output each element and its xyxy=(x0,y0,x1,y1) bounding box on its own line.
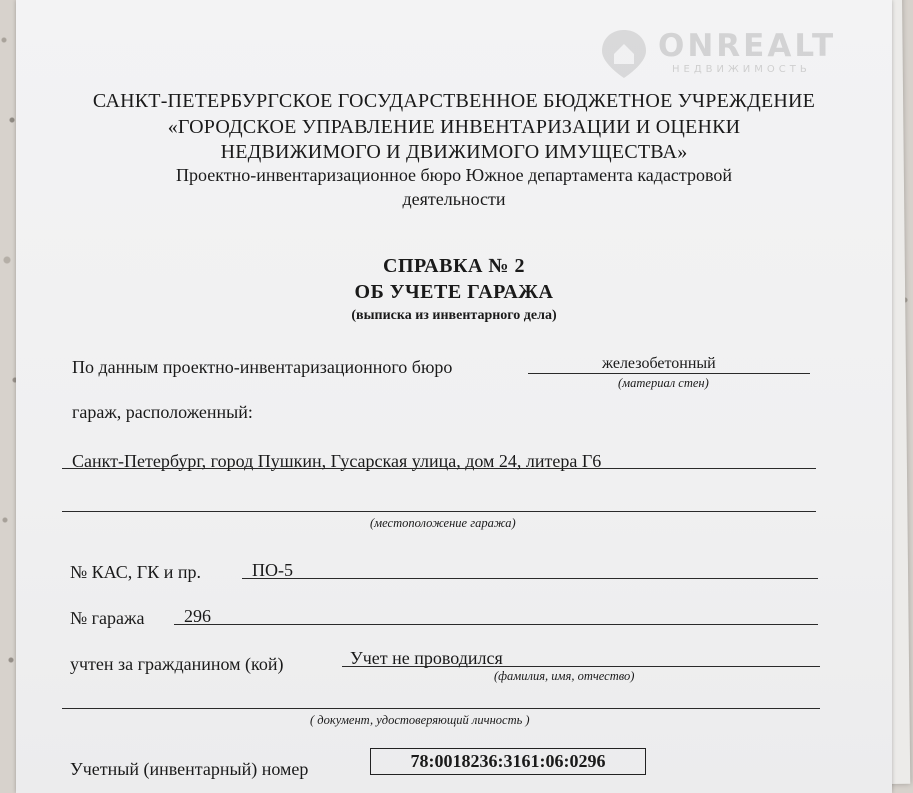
garage-located-label: гараж, расположенный: xyxy=(72,402,253,422)
org-name-line1: САНКТ-ПЕТЕРБУРГСКОЕ ГОСУДАРСТВЕННОЕ БЮДЖЕТНОЕ УЧРЕЖДЕНИЕ xyxy=(92,90,816,112)
registered-line xyxy=(342,666,820,667)
department-line1: Проектно-инвентаризационное бюро Южное департамента кадастровой xyxy=(175,165,733,185)
name-hint: (фамилия, имя, отчество) xyxy=(494,669,635,683)
inventory-number-value: 78:0018236:3161:06:0296 xyxy=(370,748,646,775)
watermark-tagline: НЕДВИЖИМОСТЬ xyxy=(672,64,811,75)
kas-value: ПО-5 xyxy=(252,560,293,580)
wall-material-hint: (материал стен) xyxy=(618,376,709,390)
garage-number-label: № гаража xyxy=(70,608,145,628)
org-name-line2: «ГОРОДСКОЕ УПРАВЛЕНИЕ ИНВЕНТАРИЗАЦИИ И ОЦЕНКИ xyxy=(167,116,741,138)
house-pin-icon xyxy=(600,28,648,80)
wall-material-value: железобетонный xyxy=(602,355,716,372)
document-line xyxy=(62,708,820,709)
kas-label: № КАС, ГК и пр. xyxy=(70,562,201,582)
address-value: Санкт-Петербург, город Пушкин, Гусарская улица, дом 24, литера Г6 xyxy=(72,451,602,471)
registered-label: учтен за гражданином (кой) xyxy=(70,654,284,674)
watermark-brand: ONREALT xyxy=(658,28,837,64)
address-line-2 xyxy=(62,511,816,512)
location-hint: (местоположение гаража) xyxy=(370,516,516,530)
document-title: СПРАВКА № 2 xyxy=(383,255,525,277)
document-page xyxy=(16,0,892,793)
wall-material-line xyxy=(528,373,810,374)
garage-number-line xyxy=(174,624,818,625)
document-note: (выписка из инвентарного дела) xyxy=(351,308,557,323)
kas-line xyxy=(242,578,818,579)
bureau-label: По данным проектно-инвентаризационного бюро xyxy=(72,357,453,377)
registered-value: Учет не проводился xyxy=(350,648,503,668)
document-subtitle: ОБ УЧЕТЕ ГАРАЖА xyxy=(354,281,554,303)
document-hint: ( документ, удостоверяющий личность ) xyxy=(310,713,530,727)
watermark xyxy=(600,24,870,84)
garage-number-value: 296 xyxy=(184,606,211,626)
inventory-number-label: Учетный (инвентарный) номер xyxy=(70,759,309,779)
address-line xyxy=(62,468,816,469)
org-name-line3: НЕДВИЖИМОГО И ДВИЖИМОГО ИМУЩЕСТВА» xyxy=(220,141,688,163)
department-line2: деятельности xyxy=(402,189,506,209)
